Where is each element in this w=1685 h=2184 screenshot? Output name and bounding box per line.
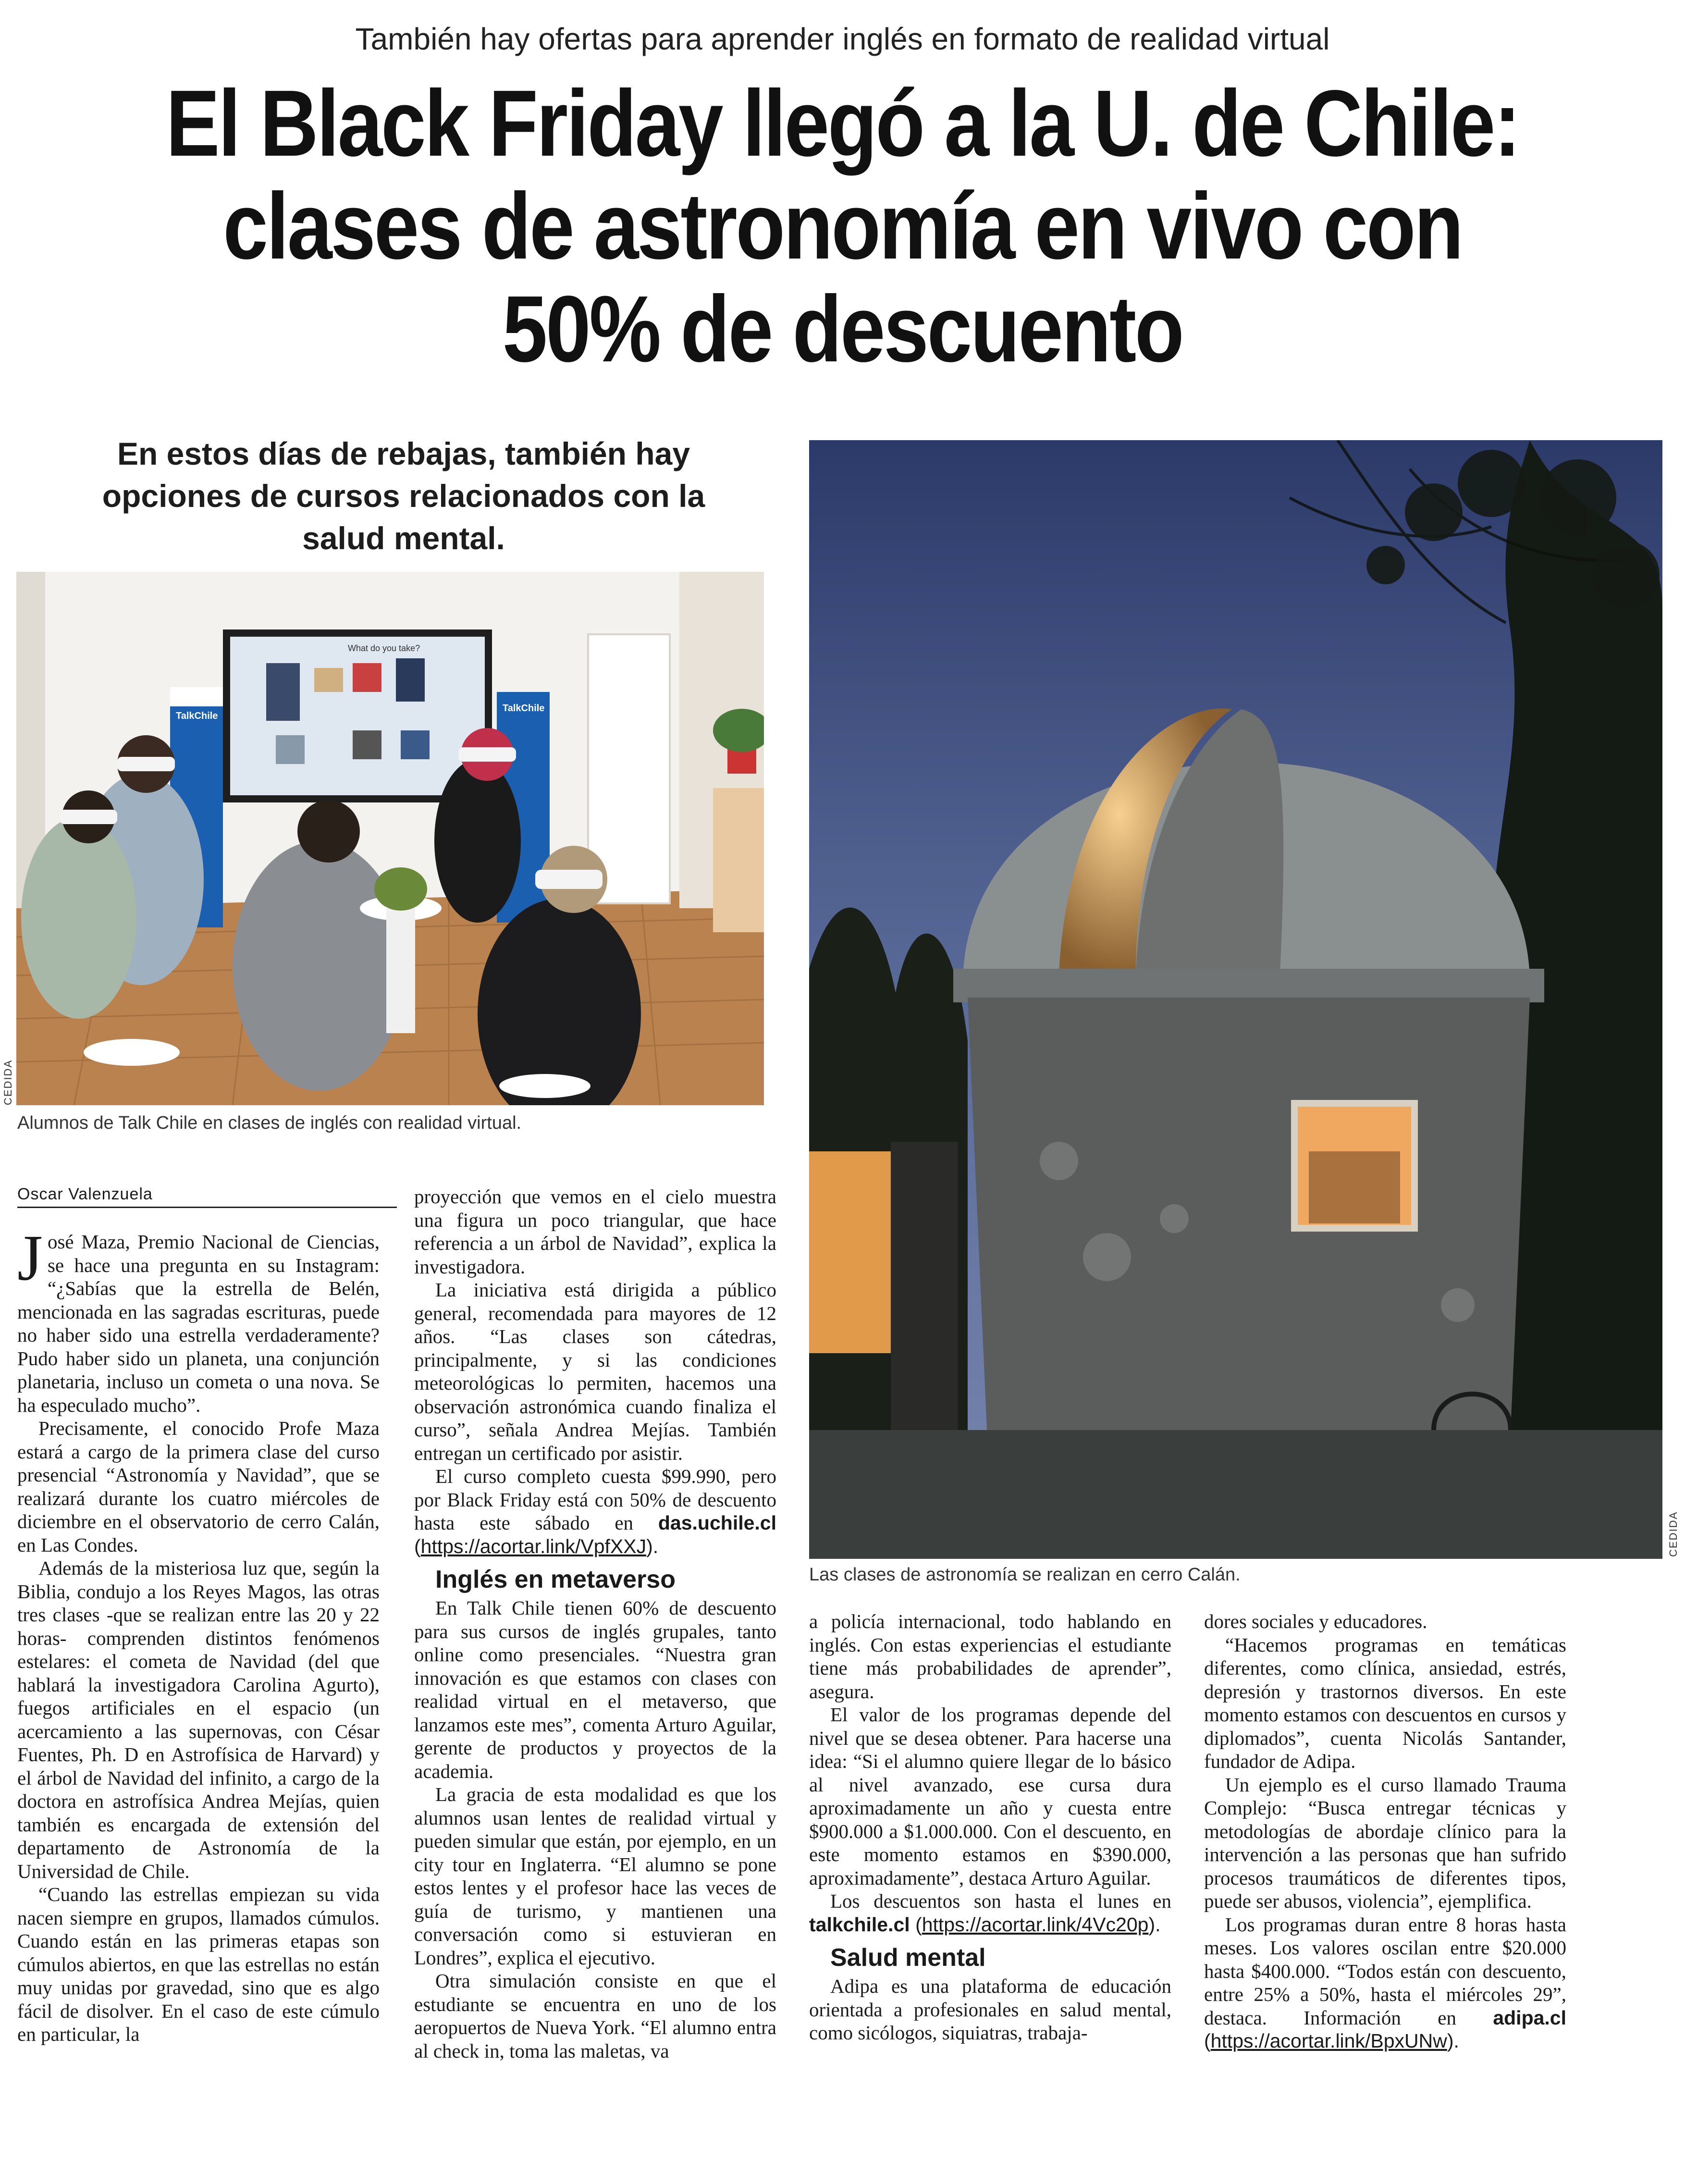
vr-photo-caption: Alumnos de Talk Chile en clases de inglés con realidad virtual.: [17, 1113, 522, 1133]
subhead-salud-mental: Salud mental: [830, 1944, 986, 1972]
column-3: [809, 1610, 1171, 2045]
das-uchile-domain[interactable]: das.uchile.cl: [658, 1512, 776, 1534]
das-uchile-link[interactable]: das.uchile.cl (https://acortar.link/VpfXXJ).: [414, 1512, 776, 1557]
headline: [143, 72, 1542, 381]
drop-cap: J: [17, 1222, 43, 1294]
das-uchile-short-url[interactable]: https://acortar.link/VpfXXJ: [420, 1535, 647, 1557]
paragraph-18-text: Los programas duran entre 8 horas hasta meses. Los valores oscilan entre $20.000 hasta $400.000. “Todos están con descuento, entre 25% a 50%, hasta el miércoles 29”, destaca. Información en: [1204, 1913, 1566, 2029]
kicker: También hay ofertas para aprender inglés en formato de realidad virtual: [355, 22, 1330, 56]
paragraph-7: [414, 1465, 776, 1558]
talkchile-domain[interactable]: talkchile.cl: [809, 1913, 910, 1936]
tv-screen-text: What do you take?: [348, 643, 420, 653]
deck-line-2: opciones de cursos relacionados con la: [102, 478, 705, 514]
headline-line-1: El Black Friday llegó a la U. de Chile:: [166, 71, 1519, 176]
deck-line-3: salud mental.: [302, 520, 505, 556]
column-2: [414, 1185, 776, 2062]
paragraph-3: Además de la misteriosa luz que, según la Biblia, condujo a los Reyes Magos, las otras tres clases -que se realizan entre las 20 y 22 horas- comprenden distintos fenómenos estelares: el cometa de Navidad (del que hablará la investigadora Carolina Agurto), fuegos artificiales en el espacio (un acercamiento a las supernovas, con César Fuentes, Ph. D en Astrofísica de Harvard) y el árbol de Navidad del infinito, a cargo de la doctora en astrofísica Andrea Mejías, quien también es encargada de extensión del departamento de Astronomía de la Universidad de Chile.: [17, 1557, 380, 1882]
paragraph-13: [809, 1889, 1171, 1936]
banner-right-brand: TalkChile: [503, 703, 545, 714]
paragraph-10: Otra simulación consiste en que el estudiante se encuentra en uno de los aeropuertos de Nueva York. “El alumno entra al check in, toma las maletas, va: [414, 1970, 776, 2062]
talkchile-short-url[interactable]: https://acortar.link/4Vc20p: [922, 1913, 1149, 1936]
adipa-domain[interactable]: adipa.cl: [1493, 2006, 1566, 2029]
subhead-ingles-metaverso: Inglés en metaverso: [435, 1566, 676, 1593]
deck-line-1: En estos días de rebajas, también hay: [117, 436, 690, 471]
headline-line-2: clases de astronomía en vivo con: [223, 173, 1462, 279]
adipa-link[interactable]: adipa.cl (https://acortar.link/BpxUNw).: [1204, 2006, 1566, 2052]
paragraph-2: Precisamente, el conocido Profe Maza estará a cargo de la primera clase del curso presencial “Astronomía y Navidad”, que se realizará durante los cuatro miércoles de diciembre en el observatorio de cerro Calán, en Las Condes.: [17, 1417, 380, 1556]
paragraph-12: El valor de los programas depende del nivel que se desea obtener. Para hacerse una idea: “Si el alumno quiere llegar de lo básico al nivel avanzado, ese cursa dura aproximadamente un año y cuesta entre $900.000 a $1.000.000. Con el descuento, en este momento estamos en $390.000, aproximadamente”, destaca Arturo Aguilar.: [809, 1703, 1171, 1889]
paragraph-11: a policía internacional, todo hablando en inglés. Con estas experiencias el estudiante tiene más probabilidades de aprender”, asegura.: [809, 1610, 1171, 1703]
paragraph-14: Adipa es una plataforma de educación orientada a profesionales en salud mental, como sicólogos, siquiatras, trabaja-: [809, 1975, 1171, 2044]
column-1: [17, 1222, 380, 2046]
paragraph-17: Un ejemplo es el curso llamado Trauma Complejo: “Busca entregar técnicas y metodologías de abordaje clínico para la intervención a las personas que han sufrido procesos traumáticos de diferentes tipos, puede ser abusos, violencia”, ejemplifica.: [1204, 1773, 1566, 1912]
paragraph-5: proyección que vemos en el cielo muestra una figura un poco triangular, que hace referencia a un árbol de Navidad”, explica la investigadora.: [414, 1185, 776, 1278]
paragraph-6: La iniciativa está dirigida a público general, recomendada para mayores de 12 años. “Las clases son cátedras, principalmente, y si las condiciones meteorológicas lo permiten, hacemos una observación astronómica cuando finaliza el curso”, señala Andrea Mejías. También entregan un certificado por asistir.: [414, 1279, 776, 1464]
paragraph-1: [17, 1222, 380, 1417]
observatory-photo: [809, 440, 1662, 1559]
deck: [58, 432, 750, 559]
paragraph-7-text: El curso completo cuesta $99.990, pero por Black Friday está con 50% de descuento hasta este sábado en: [414, 1465, 776, 1534]
paragraph-9: La gracia de esta modalidad es que los alumnos usan lentes de realidad virtual y pueden simular que están, por ejemplo, en un city tour en Inglaterra. “El alumno se pone estos lentes y el profesor hace las veces de guía de turismo, y mantienen una conversación como si estuvieran en Londres”, explica el ejecutivo.: [414, 1783, 776, 1969]
column-4: [1204, 1610, 1566, 2053]
paragraph-13-text: Los descuentos son hasta el lunes en: [830, 1890, 1171, 1912]
observatory-photo-credit: CEDIDA: [1667, 1511, 1679, 1557]
headline-line-3: 50% de descuento: [502, 276, 1183, 382]
adipa-short-url[interactable]: https://acortar.link/BpxUNw: [1210, 2030, 1447, 2052]
paragraph-15: dores sociales y educadores.: [1204, 1610, 1427, 1632]
banner-left-brand: TalkChile: [176, 711, 218, 721]
paragraph-18: [1204, 1913, 1566, 2053]
paragraph-8: En Talk Chile tienen 60% de descuento para sus cursos de inglés grupales, tanto online como presenciales. “Nuestra gran innovación es que estamos con clases con realidad virtual en el metaverso, que lanzamos este mes”, comenta Arturo Aguilar, gerente de productos y proyectos de la academia.: [414, 1597, 776, 1782]
paragraph-4: “Cuando las estrellas empiezan su vida nacen siempre en grupos, llamados cúmulos. Cuando están en las primeras etapas son cúmulos abiertos, en que las estrellas no están muy unidas por gravedad, sino que es algo fácil de disolver. En el caso de este cúmulo en particular, la: [17, 1883, 380, 2045]
paragraph-1-text: osé Maza, Premio Nacional de Ciencias, se hace una pregunta en su Instagram: “¿Sabías que la estrella de Belén, mencionada en las sagradas escrituras, puede no haber sido una estrella verdaderamente? Pudo haber sido un planeta, una conjunción planetaria, incluso un cometa o una nova. Se ha especulado mucho”.: [17, 1231, 380, 1416]
talkchile-link[interactable]: talkchile.cl (https://acortar.link/4Vc20p).: [809, 1913, 1161, 1936]
byline: Oscar Valenzuela: [17, 1185, 397, 1208]
observatory-photo-caption: Las clases de astronomía se realizan en cerro Calán.: [809, 1565, 1241, 1585]
paragraph-16: “Hacemos programas en temáticas diferentes, como clínica, ansiedad, estrés, depresión y trastornos diversos. En este momento estamos con descuentos en cursos y diplomados”, cuenta Nicolás Santander, fundador de Adipa.: [1204, 1633, 1566, 1772]
vr-class-photo: [16, 572, 764, 1105]
vr-photo-credit: CEDIDA: [2, 1059, 14, 1105]
